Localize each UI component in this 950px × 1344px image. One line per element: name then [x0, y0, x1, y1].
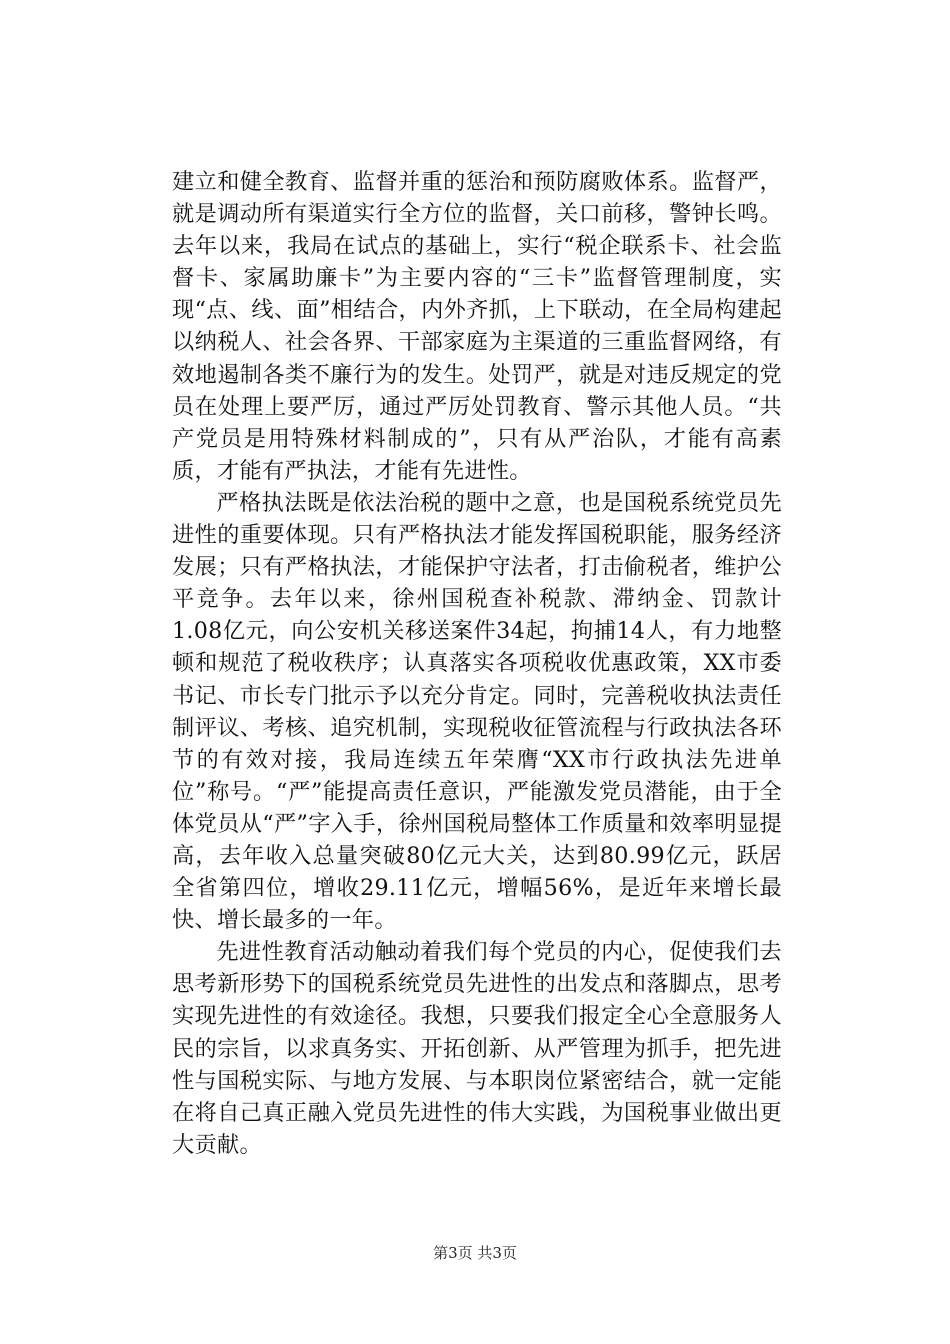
document-body [172, 166, 782, 1161]
paragraph-1: 建立和健全教育、监督并重的惩治和预防腐败体系。监督严，就是调动所有渠道实行全方位的监督，关口前移，警钟长鸣。去年以来，我局在试点的基础上，实行“税企联系卡、社会监督卡、家属助廉卡”为主要内容的“三卡”监督管理制度，实现“点、线、面”相结合，内外齐抓，上下联动，在全局构建起以纳税人、社会各界、干部家庭为主渠道的三重监督网络，有效地遏制各类不廉行为的发生。处罚严，就是对违反规定的党员在处理上要严厉，通过严厉处罚教育、警示其他人员。“共产党员是用特殊材料制成的”，只有从严治队，才能有高素质，才能有严执法，才能有先进性。 [172, 169, 782, 484]
paragraph-3: 先进性教育活动触动着我们每个党员的内心，促使我们去思考新形势下的国税系统党员先进性的出发点和落脚点，思考实现先进性的有效途径。我想，只要我们报定全心全意服务人民的宗旨，以求真务实、开拓创新、从严管理为抓手，把先进性与国税实际、与地方发展、与本职岗位紧密结合，就一定能在将自己真正融入党员先进性的伟大实践，为国税事业做出更大贡献。 [172, 939, 782, 1158]
page-number: 第3页 共3页 [433, 1244, 517, 1262]
paragraph-2: 严格执法既是依法治税的题中之意，也是国税系统党员先进性的重要体现。只有严格执法才能发挥国税职能，服务经济发展；只有严格执法，才能保护守法者，打击偷税者，维护公平竞争。去年以来，徐州国税查补税款、滞纳金、罚款计1.08亿元，向公安机关移送案件34起，拘捕14人，有力地整顿和规范了税收秩序；认真落实各项税收优惠政策，XX市委书记、市长专门批示予以充分肯定。同时，完善税收执法责任制评议、考核、追究机制，实现税收征管流程与行政执法各环节的有效对接，我局连续五年荣膺“XX市行政执法先进单位”称号。“严”能提高责任意识，严能激发党员潜能，由于全体党员从“严”字入手，徐州国税局整体工作质量和效率明显提高，去年收入总量突破80亿元大关，达到80.99亿元，跃居全省第四位，增收29.11亿元，增幅56%，是近年来增长最快、增长最多的一年。 [172, 489, 782, 934]
page-footer [0, 1243, 950, 1263]
